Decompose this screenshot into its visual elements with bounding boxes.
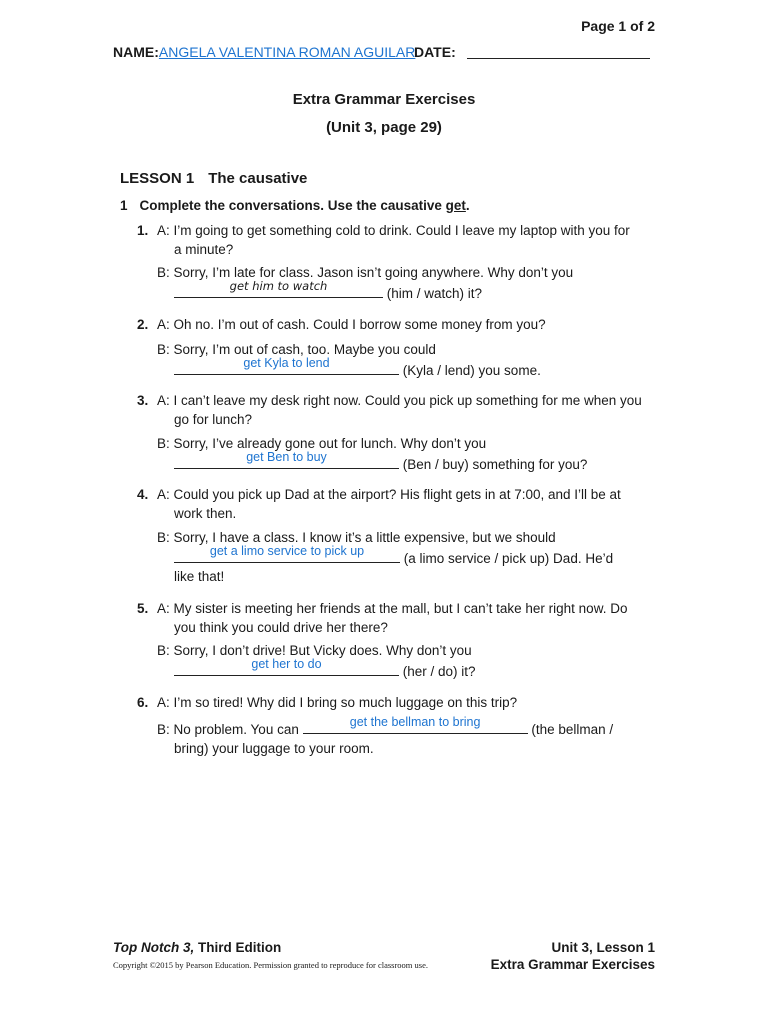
lesson-heading (120, 170, 307, 187)
line-b-after: (the bellman / (531, 722, 614, 737)
section-label: Extra Grammar Exercises (490, 957, 655, 972)
instruction-keyword: get (445, 198, 466, 213)
line-b-after: (a limo service / pick up) Dad. He’d (403, 550, 614, 566)
page-title: Extra Grammar Exercises (292, 91, 476, 108)
line-b: B: Sorry, I have a class. I know it’s a little expensive, but we should (157, 530, 556, 545)
line-a: A: Could you pick up Dad at the airport? His flight gets in at 7:00, and I’ll be at (157, 487, 621, 502)
line-a: A: My sister is meeting her friends at the mall, but I can’t take her right now. Do (157, 601, 628, 616)
name-row (113, 44, 415, 60)
copyright-notice: Copyright ©2015 by Pearson Education. Permission granted to reproduce for classroom use. (113, 960, 428, 970)
item-number: 6. (137, 695, 149, 710)
line-b: B: Sorry, I’m late for class. Jason isn’t going anywhere. Why don’t you (157, 265, 574, 280)
date-label: DATE: (414, 44, 456, 60)
lesson-topic: The causative (208, 170, 308, 187)
book-title (113, 940, 281, 955)
answer-text: get Ben to buy (246, 449, 327, 464)
line-b-after: (Ben / buy) something for you? (402, 456, 588, 472)
answer-text: get him to watch (229, 278, 328, 293)
item-number: 2. (137, 317, 149, 332)
line-b: B: Sorry, I’m out of cash, too. Maybe you could (157, 342, 436, 357)
line-b-after: (him / watch) it? (386, 285, 483, 301)
answer-text: get her to do (251, 656, 322, 671)
answer-text: get the bellman to bring (349, 715, 481, 729)
line-b: B: Sorry, I’ve already gone out for lunch. Why don’t you (157, 436, 487, 451)
book-name: Top Notch 3, (113, 940, 195, 955)
answer-blank[interactable] (174, 449, 399, 469)
answer-blank[interactable] (174, 278, 383, 298)
instruction (120, 198, 470, 213)
line-b-cont: like that! (174, 569, 225, 584)
date-field[interactable] (467, 58, 650, 59)
unit-lesson-label: Unit 3, Lesson 1 (551, 940, 655, 955)
line-a: A: Oh no. I’m out of cash. Could I borrow some money from you? (157, 317, 546, 332)
instruction-text: Complete the conversations. Use the causative (139, 198, 446, 213)
line-a-cont: you think you could drive her there? (174, 619, 388, 635)
line-b-after: (her / do) it? (402, 663, 476, 679)
line-a: A: I’m so tired! Why did I bring so much luggage on this trip? (157, 695, 518, 710)
lesson-label: LESSON 1 (120, 170, 195, 187)
line-b-after: (Kyla / lend) you some. (402, 362, 541, 378)
page-number: Page 1 of 2 (581, 18, 655, 34)
instruction-number: 1 (120, 198, 128, 213)
answer-blank[interactable] (174, 656, 399, 676)
answer-text: get Kyla to lend (243, 355, 330, 370)
item-number: 5. (137, 601, 149, 616)
line-a-cont: go for lunch? (174, 411, 253, 427)
line-a: A: I’m going to get something cold to drink. Could I leave my laptop with you for (157, 223, 630, 238)
instruction-end: . (465, 198, 470, 213)
item-number: 1. (137, 223, 149, 238)
line-b-cont: bring) your luggage to your room. (174, 740, 374, 756)
answer-blank[interactable] (174, 355, 399, 375)
name-label: NAME: (113, 44, 159, 60)
line-a-cont: work then. (174, 505, 237, 521)
item-number: 4. (137, 487, 149, 502)
line-a: A: I can’t leave my desk right now. Could you pick up something for me when you (157, 393, 642, 408)
line-b: B: No problem. You can (157, 722, 299, 737)
name-value[interactable]: ANGELA VALENTINA ROMAN AGUILAR (158, 44, 416, 60)
answer-blank[interactable] (174, 543, 400, 563)
answer-text: get a limo service to pick up (209, 543, 365, 558)
line-a-cont: a minute? (174, 241, 234, 257)
item-number: 3. (137, 393, 149, 408)
book-edition: Third Edition (194, 940, 282, 955)
line-b: B: Sorry, I don’t drive! But Vicky does. Why don’t you (157, 643, 472, 658)
answer-blank[interactable] (303, 715, 528, 734)
page-subtitle: (Unit 3, page 29) (326, 119, 442, 136)
